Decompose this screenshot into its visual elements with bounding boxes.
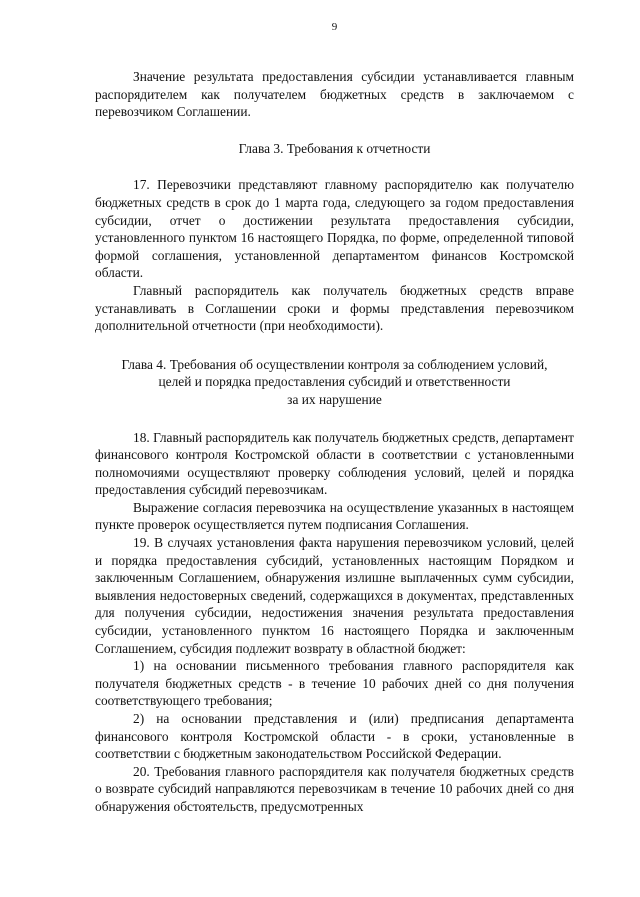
chapter-4-title-line-2: целей и порядка предоставления субсидий и ответственности — [158, 374, 511, 390]
chapter-4-title-line-1: Глава 4. Требования об осуществлении контроля за соблюдением условий, — [121, 356, 548, 372]
chapter-4-title-line-3: за их нарушение — [287, 391, 382, 407]
chapter-4-title — [95, 356, 574, 409]
intro-paragraph: Значение результата предоставления субсидии устанавливается главным распорядителем как получателем бюджетных средств в заключаемом с перевозчиком Соглашении. — [95, 69, 574, 120]
paragraph-18: 18. Главный распорядитель как получатель бюджетных средств, департамент финансового контроля Костромской области в соответствии с установленными полномочиями осуществляют проверку соблюдения условий, целей и порядка предоставления субсидий перевозчикам. — [95, 429, 574, 498]
paragraph-20: 20. Требования главного распорядителя как получателя бюджетных средств о возврате субсидий направляются перевозчикам в течение 10 рабочих дней со дня обнаружения обстоятельств, предусмотренных — [95, 763, 574, 814]
paragraph-17-extra: Главный распорядитель как получатель бюджетных средств вправе устанавливать в Соглашении сроки и формы представления перевозчиком дополнительной отчетности (при необходимости). — [95, 282, 574, 334]
paragraph-19-item-1: 1) на основании письменного требования главного распорядителя как получателя бюджетных средств - в течение 10 рабочих дней со дня получения соответствующего требования; — [95, 658, 574, 709]
paragraph-19: 19. В случаях установления факта нарушения перевозчиком условий, целей и порядка предоставления субсидий, установленных настоящим Порядком и заключенным Соглашением, обнаружения излишне выплаченных сумм субсидии, выявления недостоверных сведений, содержащихся в документах, представленных для получения субсидии, недостижения значения результата предоставления субсидии, установленного пунктом 16 настоящего Порядка и заключенным Соглашением, субсидия подлежит возврату в областной бюджет: — [95, 535, 574, 656]
chapter-3-title: Глава 3. Требования к отчетности — [238, 140, 431, 156]
paragraph-19-item-2: 2) на основании представления и (или) предписания департамента финансового контроля Костромской области - в сроки, установленные в соответствии с бюджетным законодательством Российской Федерации. — [95, 711, 574, 762]
paragraph-18-extra: Выражение согласия перевозчика на осуществление указанных в настоящем пункте проверок осуществляется путем подписания Соглашения. — [95, 499, 574, 533]
paragraph-17: 17. Перевозчики представляют главному распорядителю как получателю бюджетных средств в срок до 1 марта года, следующего за годом предоставления субсидии, отчет о достижении результата предоставления субсидии, установленного пунктом 16 настоящего Порядка, по форме, определенной типовой формой соглашения, установленной департаментом финансов Костромской области. — [95, 177, 574, 281]
page-number: 9 — [331, 21, 338, 33]
